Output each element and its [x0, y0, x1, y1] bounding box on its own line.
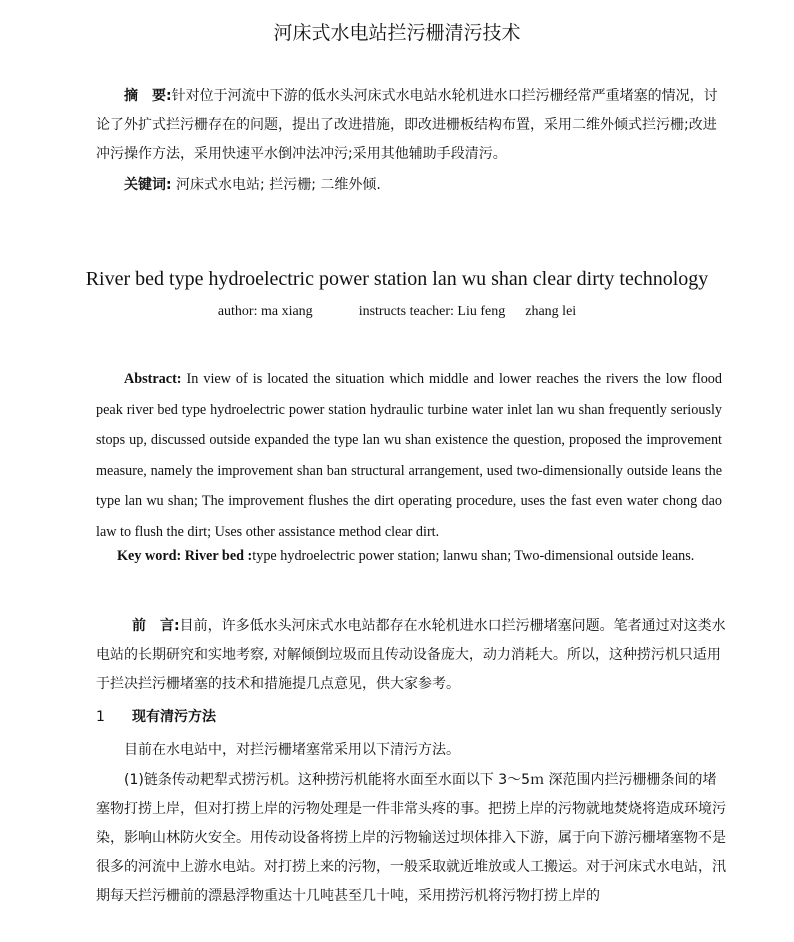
section-1-title: 现有清污方法	[132, 709, 216, 725]
english-keywords-label: Key word: River bed :	[117, 548, 253, 564]
body-paragraph-1: 目前在水电站中，对拦污栅堵塞常采用以下清污方法。	[124, 742, 460, 758]
chinese-keywords-label: 关键词:	[124, 177, 172, 193]
section-1-heading	[96, 706, 216, 726]
chinese-abstract-text: 针对位于河流中下游的低水头河床式水电站水轮机进水口拦污栅经常严重堵塞的情况，讨论了外扩式拦污栅存在的问题，提出了改进措施，即改进栅板结构布置，采用二维外倾式拦污栅;改进冲污操作方法，采用快速平水倒冲法冲污;采用其他辅助手段清污。	[96, 88, 718, 162]
section-1-number: 1	[96, 709, 105, 725]
english-abstract-label: Abstract:	[124, 371, 182, 387]
chinese-title: 河床式水电站拦污栅清污技术	[273, 22, 521, 44]
chinese-keywords-text: 河床式水电站; 拦污栅; 二维外倾.	[171, 177, 381, 193]
english-authors	[0, 304, 794, 320]
introduction-paragraph	[96, 612, 726, 699]
introduction-text: 目前，许多低水头河床式水电站都存在水轮机进水口拦污栅堵塞问题。笔者通过对这类水电站的长期研究和实地考察, 对解倾倒垃圾而且传动设备庞大，动力消耗大。所以，这种捞污机只适用于拦决拦污栅堵塞的技术和措施提几点意见，供大家参考。	[96, 618, 726, 692]
english-abstract	[96, 364, 722, 548]
body-paragraph-2: (1)链条传动耙犁式捞污机。这种捞污机能将水面至水面以下 3～5ｍ 深范围内拦污栅栅条间的堵塞物打捞上岸，但对打捞上岸的污物处理是一件非常头疼的事。把捞上岸的污物就地焚烧将造成环境污染，影响山林防火安全。用传动设备将捞上岸的污物输送过坝体排入下游，属于向下游污栅堵塞物不是很多的河流中上游水电站。对打捞上来的污物，一般采取就近堆放或人工搬运。对于河床式水电站，汛期每天拦污栅前的漂悬浮物重达十几吨甚至几十吨，采用捞污机将污物打捞上岸的	[96, 772, 726, 904]
author-name: author: ma xiang	[217, 304, 313, 319]
english-keywords	[117, 548, 694, 565]
chinese-keywords	[124, 174, 381, 194]
teacher-name: instructs teacher: Liu feng	[358, 304, 506, 319]
chinese-abstract-label: 摘 要:	[124, 88, 172, 104]
english-keywords-text: type hydroelectric power station; lanwu shan; Two-dimensional outside leans.	[252, 548, 695, 564]
chinese-abstract	[96, 82, 726, 169]
teacher-name-2: zhang lei	[525, 304, 577, 319]
english-abstract-text: In view of is located the situation which middle and lower reaches the rivers the low flood peak river bed type hydroelectric power station hydraulic turbine water inlet lan wu shan frequently seriously stops up, discussed outside expanded the type lan wu shan existence the question, proposed the improvement measure, namely the improvement shan ban structural arrangement, used two-dimensionally outside leans the type lan wu shan; The improvement flushes the dirt operating procedure, uses the fast even water chong dao law to flush the dirt; Uses other assistance method clear dirt.	[96, 371, 722, 540]
introduction-label: 前 言:	[132, 618, 180, 634]
english-title: River bed type hydroelectric power station lan wu shan clear dirty technology	[85, 268, 709, 290]
